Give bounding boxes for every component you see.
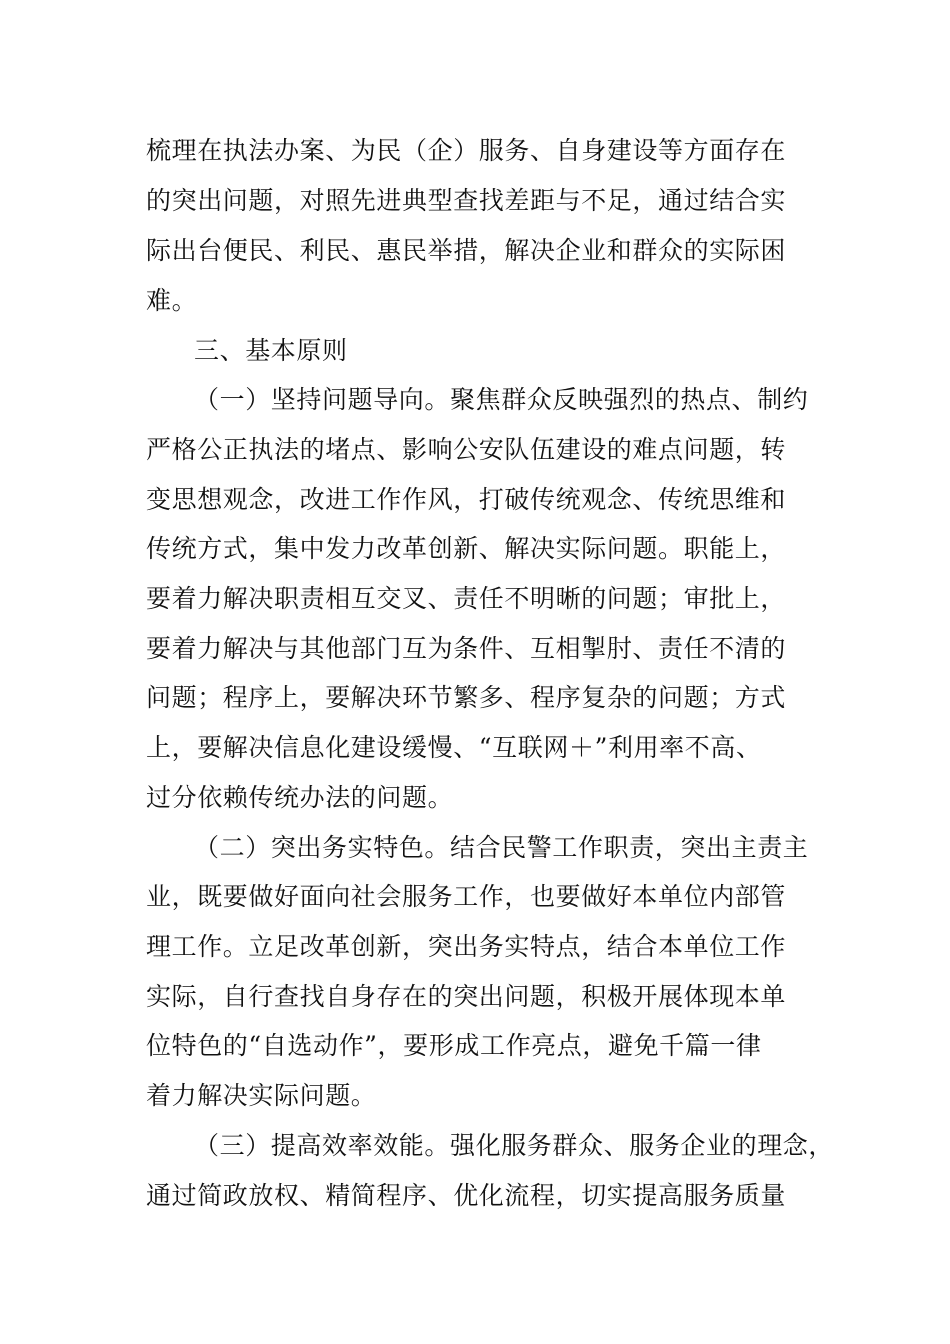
principle-2-line-3: 理工作。立足改革创新，突出务实特点，结合本单位工作 bbox=[146, 932, 787, 961]
principle-2-line-4: 实际，自行查找自身存在的突出问题，积极开展体现本单 bbox=[146, 982, 787, 1011]
principle-2-line-5: 位特色的“自选动作”，要形成工作亮点，避免千篇一律 bbox=[146, 1031, 762, 1060]
principle-1-line-7: 问题；程序上，要解决环节繁多、程序复杂的问题；方式 bbox=[146, 683, 787, 712]
principle-1-line-6: 要着力解决与其他部门互为条件、互相掣肘、责任不清的 bbox=[146, 634, 787, 663]
paragraph-intro-line-3: 际出台便民、利民、惠民举措，解决企业和群众的实际困 bbox=[146, 236, 787, 265]
principle-1-line-5: 要着力解决职责相互交叉、责任不明晰的问题；审批上， bbox=[146, 584, 787, 613]
paragraph-intro-line-2: 的突出问题，对照先进典型查找差距与不足，通过结合实 bbox=[146, 186, 787, 215]
paragraph-intro-line-4: 难。 bbox=[146, 286, 198, 315]
principle-1-line-9: 过分依赖传统办法的问题。 bbox=[146, 783, 454, 812]
principle-1-line-1: （一）坚持问题导向。聚焦群众反映强烈的热点、制约 bbox=[194, 385, 809, 414]
principle-1-line-2: 严格公正执法的堵点、影响公安队伍建设的难点问题，转 bbox=[146, 435, 787, 464]
principle-3-line-2: 通过简政放权、精简程序、优化流程，切实提高服务质量 bbox=[146, 1181, 787, 1210]
principle-2-line-2: 业，既要做好面向社会服务工作，也要做好本单位内部管 bbox=[146, 882, 787, 911]
section-heading-basic-principles: 三、基本原则 bbox=[194, 336, 348, 365]
principle-3-line-1: （三）提高效率效能。强化服务群众、服务企业的理念， bbox=[194, 1131, 835, 1160]
principle-2-line-1: （二）突出务实特色。结合民警工作职责，突出主责主 bbox=[194, 833, 809, 862]
paragraph-intro-line-1: 梳理在执法办案、为民（企）服务、自身建设等方面存在 bbox=[146, 136, 787, 165]
principle-1-line-8: 上，要解决信息化建设缓慢、“互联网＋”利用率不高、 bbox=[146, 733, 762, 762]
principle-2-line-6: 着力解决实际问题。 bbox=[146, 1081, 377, 1110]
principle-1-line-4: 传统方式，集中发力改革创新、解决实际问题。职能上， bbox=[146, 534, 787, 563]
principle-1-line-3: 变思想观念，改进工作作风，打破传统观念、传统思维和 bbox=[146, 485, 787, 514]
